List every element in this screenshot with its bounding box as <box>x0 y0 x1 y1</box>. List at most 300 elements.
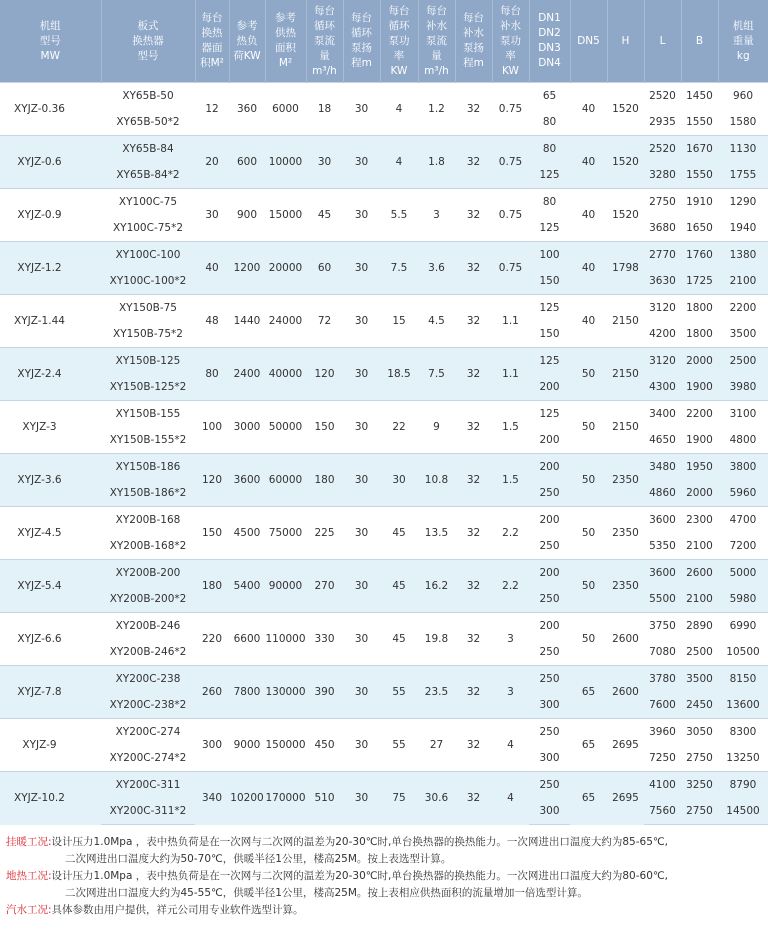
supply-pump-flow: 4.5 <box>418 295 455 348</box>
circulation-pump-flow: 270 <box>306 560 343 613</box>
width-value: 2750 <box>681 745 718 772</box>
dn1-4-value: 65 <box>529 83 570 110</box>
dn1-4-value: 125 <box>529 401 570 428</box>
circulation-pump-flow: 30 <box>306 136 343 189</box>
supply-pump-flow: 3.6 <box>418 242 455 295</box>
dn1-4-value: 250 <box>529 639 570 666</box>
length-value: 2770 <box>644 242 681 269</box>
table-row <box>0 83 768 110</box>
circulation-pump-head: 30 <box>343 719 380 772</box>
dn5-value: 40 <box>570 136 607 189</box>
dn1-4-value: 250 <box>529 480 570 507</box>
exchanger-model: XY150B-75*2 <box>101 321 195 348</box>
header-exchanger: 板式 换热器 型号 <box>101 0 195 83</box>
circulation-pump-power: 45 <box>380 560 418 613</box>
exchanger-area: 48 <box>195 295 229 348</box>
weight-value: 1580 <box>718 109 768 136</box>
weight-value: 13600 <box>718 692 768 719</box>
exchanger-model: XY200B-168*2 <box>101 533 195 560</box>
floor-note-label: 地热工况: <box>6 870 52 882</box>
dn1-4-value: 150 <box>529 321 570 348</box>
heating-note-label: 挂暖工况: <box>6 836 52 848</box>
height-value: 1798 <box>607 242 644 295</box>
exchanger-model: XY100C-75*2 <box>101 215 195 242</box>
dn5-value: 50 <box>570 401 607 454</box>
weight-value: 1755 <box>718 162 768 189</box>
unit-model: XYJZ-5.4 <box>0 560 101 613</box>
supply-pump-flow: 7.5 <box>418 348 455 401</box>
supply-pump-flow: 1.2 <box>418 83 455 136</box>
circulation-pump-flow: 45 <box>306 189 343 242</box>
exchanger-model: XY200B-246 <box>101 613 195 640</box>
header-circ-flow: 每台 循环 泵流 量 m³/h <box>306 0 343 83</box>
length-value: 3400 <box>644 401 681 428</box>
steam-note-line1: 具体参数由用户提供，祥元公司用专业软件选型计算。 <box>51 904 304 916</box>
reference-load: 9000 <box>229 719 265 772</box>
weight-value: 1290 <box>718 189 768 216</box>
dn5-value: 40 <box>570 83 607 136</box>
weight-value: 2100 <box>718 268 768 295</box>
supply-pump-power: 2.2 <box>492 560 529 613</box>
reference-heating-area: 10000 <box>265 136 306 189</box>
weight-value: 3500 <box>718 321 768 348</box>
reference-heating-area: 130000 <box>265 666 306 719</box>
circulation-pump-power: 4 <box>380 136 418 189</box>
reference-load: 600 <box>229 136 265 189</box>
exchanger-model: XY150B-125*2 <box>101 374 195 401</box>
length-value: 4200 <box>644 321 681 348</box>
supply-pump-power: 0.75 <box>492 189 529 242</box>
reference-load: 7800 <box>229 666 265 719</box>
supply-pump-power: 1.1 <box>492 295 529 348</box>
circulation-pump-flow: 60 <box>306 242 343 295</box>
height-value: 2350 <box>607 507 644 560</box>
circulation-pump-power: 7.5 <box>380 242 418 295</box>
weight-value: 2200 <box>718 295 768 322</box>
length-value: 3680 <box>644 215 681 242</box>
length-value: 3630 <box>644 268 681 295</box>
dn1-4-value: 300 <box>529 745 570 772</box>
dn1-4-value: 250 <box>529 719 570 746</box>
reference-heating-area: 50000 <box>265 401 306 454</box>
reference-heating-area: 40000 <box>265 348 306 401</box>
width-value: 2100 <box>681 586 718 613</box>
height-value: 2150 <box>607 401 644 454</box>
supply-pump-head: 32 <box>455 295 492 348</box>
exchanger-model: XY200B-200 <box>101 560 195 587</box>
dn1-4-value: 80 <box>529 136 570 163</box>
supply-pump-flow: 13.5 <box>418 507 455 560</box>
supply-pump-head: 32 <box>455 136 492 189</box>
width-value: 2500 <box>681 639 718 666</box>
weight-value: 14500 <box>718 798 768 825</box>
exchanger-model: XY150B-155*2 <box>101 427 195 454</box>
table-row <box>0 666 768 693</box>
exchanger-area: 100 <box>195 401 229 454</box>
height-value: 1520 <box>607 189 644 242</box>
exchanger-area: 40 <box>195 242 229 295</box>
header-load: 参考 热负 荷KW <box>229 0 265 83</box>
unit-model: XYJZ-7.8 <box>0 666 101 719</box>
dn1-4-value: 200 <box>529 560 570 587</box>
length-value: 4300 <box>644 374 681 401</box>
exchanger-area: 12 <box>195 83 229 136</box>
circulation-pump-power: 55 <box>380 666 418 719</box>
width-value: 1900 <box>681 427 718 454</box>
reference-load: 6600 <box>229 613 265 666</box>
circulation-pump-power: 30 <box>380 454 418 507</box>
notes-section <box>6 834 766 919</box>
length-value: 3750 <box>644 613 681 640</box>
unit-model: XYJZ-3 <box>0 401 101 454</box>
length-value: 7250 <box>644 745 681 772</box>
length-value: 7600 <box>644 692 681 719</box>
reference-load: 3600 <box>229 454 265 507</box>
supply-pump-flow: 19.8 <box>418 613 455 666</box>
dn1-4-value: 200 <box>529 454 570 481</box>
unit-model: XYJZ-2.4 <box>0 348 101 401</box>
supply-pump-flow: 3 <box>418 189 455 242</box>
supply-pump-power: 2.2 <box>492 507 529 560</box>
circulation-pump-head: 30 <box>343 189 380 242</box>
width-value: 1800 <box>681 321 718 348</box>
circulation-pump-flow: 180 <box>306 454 343 507</box>
reference-heating-area: 150000 <box>265 719 306 772</box>
weight-value: 1380 <box>718 242 768 269</box>
exchanger-model: XY65B-84*2 <box>101 162 195 189</box>
dn1-4-value: 125 <box>529 295 570 322</box>
weight-value: 4700 <box>718 507 768 534</box>
exchanger-model: XY100C-100 <box>101 242 195 269</box>
dn1-4-value: 80 <box>529 109 570 136</box>
exchanger-model: XY200C-238*2 <box>101 692 195 719</box>
height-value: 1520 <box>607 136 644 189</box>
length-value: 3480 <box>644 454 681 481</box>
circulation-pump-head: 30 <box>343 83 380 136</box>
dn1-4-value: 250 <box>529 533 570 560</box>
table-row <box>0 295 768 322</box>
reference-load: 5400 <box>229 560 265 613</box>
exchanger-model: XY150B-125 <box>101 348 195 375</box>
dn5-value: 40 <box>570 295 607 348</box>
supply-pump-flow: 1.8 <box>418 136 455 189</box>
exchanger-model: XY100C-100*2 <box>101 268 195 295</box>
height-value: 2150 <box>607 295 644 348</box>
width-value: 2000 <box>681 480 718 507</box>
supply-pump-power: 4 <box>492 719 529 772</box>
supply-pump-head: 32 <box>455 772 492 825</box>
weight-value: 8790 <box>718 772 768 799</box>
width-value: 2750 <box>681 798 718 825</box>
width-value: 2000 <box>681 348 718 375</box>
height-value: 2600 <box>607 666 644 719</box>
table-row <box>0 507 768 534</box>
reference-heating-area: 20000 <box>265 242 306 295</box>
exchanger-model: XY150B-75 <box>101 295 195 322</box>
floor-note-line2: 二次网进出口温度大约为45-55℃，供暖半径1公里，楼高25M。按上表相应供热面积的流量增加一倍选型计算。 <box>65 887 588 899</box>
width-value: 2300 <box>681 507 718 534</box>
header-supply-power: 每台 补水 泵功 率 KW <box>492 0 529 83</box>
dn1-4-value: 200 <box>529 427 570 454</box>
circulation-pump-head: 30 <box>343 242 380 295</box>
dn1-4-value: 300 <box>529 692 570 719</box>
reference-load: 1440 <box>229 295 265 348</box>
circulation-pump-power: 18.5 <box>380 348 418 401</box>
circulation-pump-power: 5.5 <box>380 189 418 242</box>
header-row <box>0 0 768 83</box>
reference-load: 900 <box>229 189 265 242</box>
supply-pump-head: 32 <box>455 560 492 613</box>
dn1-4-value: 125 <box>529 348 570 375</box>
dn1-4-value: 300 <box>529 798 570 825</box>
circulation-pump-head: 30 <box>343 295 380 348</box>
supply-pump-head: 32 <box>455 719 492 772</box>
weight-value: 5960 <box>718 480 768 507</box>
heating-note-line2: 二次网进出口温度大约为50-70℃，供暖半径1公里，楼高25M。按上表选型计算。 <box>65 853 452 865</box>
supply-pump-power: 3 <box>492 613 529 666</box>
header-supply-head: 每台 补水 泵扬 程m <box>455 0 492 83</box>
supply-pump-head: 32 <box>455 242 492 295</box>
weight-value: 10500 <box>718 639 768 666</box>
supply-pump-power: 3 <box>492 666 529 719</box>
reference-load: 360 <box>229 83 265 136</box>
heating-note <box>6 834 766 851</box>
exchanger-model: XY200B-246*2 <box>101 639 195 666</box>
unit-model: XYJZ-1.44 <box>0 295 101 348</box>
table-row <box>0 401 768 428</box>
width-value: 1550 <box>681 162 718 189</box>
length-value: 2520 <box>644 83 681 110</box>
dn1-4-value: 250 <box>529 772 570 799</box>
circulation-pump-flow: 120 <box>306 348 343 401</box>
weight-value: 13250 <box>718 745 768 772</box>
height-value: 2350 <box>607 560 644 613</box>
weight-value: 3100 <box>718 401 768 428</box>
unit-model: XYJZ-3.6 <box>0 454 101 507</box>
width-value: 1450 <box>681 83 718 110</box>
exchanger-area: 80 <box>195 348 229 401</box>
circulation-pump-flow: 390 <box>306 666 343 719</box>
circulation-pump-flow: 18 <box>306 83 343 136</box>
width-value: 1910 <box>681 189 718 216</box>
heating-note-line1: 设计压力1.0Mpa ，表中热负荷是在一次网与二次网的温差为20-30℃时,单台换热器的换热能力。一次网进出口温度大约为85-65℃, <box>51 836 669 848</box>
length-value: 4650 <box>644 427 681 454</box>
circulation-pump-head: 30 <box>343 454 380 507</box>
supply-pump-head: 32 <box>455 507 492 560</box>
supply-pump-flow: 30.6 <box>418 772 455 825</box>
supply-pump-head: 32 <box>455 454 492 507</box>
circulation-pump-power: 22 <box>380 401 418 454</box>
circulation-pump-power: 45 <box>380 613 418 666</box>
exchanger-model: XY200B-168 <box>101 507 195 534</box>
reference-heating-area: 75000 <box>265 507 306 560</box>
header-circ-power: 每台 循环 泵功 率 KW <box>380 0 418 83</box>
length-value: 3280 <box>644 162 681 189</box>
header-dn1-4: DN1 DN2 DN3 DN4 <box>529 0 570 83</box>
width-value: 2200 <box>681 401 718 428</box>
circulation-pump-flow: 150 <box>306 401 343 454</box>
exchanger-model: XY200C-274 <box>101 719 195 746</box>
exchanger-model: XY100C-75 <box>101 189 195 216</box>
supply-pump-power: 4 <box>492 772 529 825</box>
reference-heating-area: 60000 <box>265 454 306 507</box>
circulation-pump-head: 30 <box>343 348 380 401</box>
exchanger-model: XY65B-50*2 <box>101 109 195 136</box>
unit-model: XYJZ-4.5 <box>0 507 101 560</box>
table-row <box>0 772 768 799</box>
exchanger-area: 220 <box>195 613 229 666</box>
width-value: 1550 <box>681 109 718 136</box>
circulation-pump-power: 15 <box>380 295 418 348</box>
length-value: 3780 <box>644 666 681 693</box>
length-value: 3120 <box>644 348 681 375</box>
weight-value: 5000 <box>718 560 768 587</box>
unit-model: XYJZ-0.6 <box>0 136 101 189</box>
unit-model: XYJZ-9 <box>0 719 101 772</box>
weight-value: 1940 <box>718 215 768 242</box>
width-value: 1900 <box>681 374 718 401</box>
weight-value: 6990 <box>718 613 768 640</box>
exchanger-model: XY150B-186 <box>101 454 195 481</box>
exchanger-area: 120 <box>195 454 229 507</box>
dn1-4-value: 150 <box>529 268 570 295</box>
exchanger-area: 180 <box>195 560 229 613</box>
weight-value: 1130 <box>718 136 768 163</box>
unit-model: XYJZ-1.2 <box>0 242 101 295</box>
circulation-pump-head: 30 <box>343 136 380 189</box>
width-value: 3500 <box>681 666 718 693</box>
exchanger-area: 30 <box>195 189 229 242</box>
exchanger-area: 300 <box>195 719 229 772</box>
steam-note-label: 汽水工况: <box>6 904 52 916</box>
width-value: 1950 <box>681 454 718 481</box>
floor-note-line1: 设计压力1.0Mpa ，表中热负荷是在一次网与二次网的温差为20-30℃时,单台换热器的换热能力。一次网进出口温度大约为80-60℃, <box>51 870 669 882</box>
supply-pump-head: 32 <box>455 83 492 136</box>
length-value: 3600 <box>644 560 681 587</box>
circulation-pump-head: 30 <box>343 666 380 719</box>
length-value: 5500 <box>644 586 681 613</box>
height-value: 2350 <box>607 454 644 507</box>
length-value: 5350 <box>644 533 681 560</box>
height-value: 1520 <box>607 83 644 136</box>
reference-load: 2400 <box>229 348 265 401</box>
unit-model: XYJZ-6.6 <box>0 613 101 666</box>
width-value: 3250 <box>681 772 718 799</box>
supply-pump-power: 0.75 <box>492 83 529 136</box>
reference-heating-area: 170000 <box>265 772 306 825</box>
header-b: B <box>681 0 718 83</box>
length-value: 4100 <box>644 772 681 799</box>
exchanger-model: XY150B-155 <box>101 401 195 428</box>
width-value: 2890 <box>681 613 718 640</box>
length-value: 3960 <box>644 719 681 746</box>
circulation-pump-power: 75 <box>380 772 418 825</box>
weight-value: 960 <box>718 83 768 110</box>
width-value: 1760 <box>681 242 718 269</box>
exchanger-model: XY200C-311*2 <box>101 798 195 825</box>
weight-value: 7200 <box>718 533 768 560</box>
circulation-pump-flow: 72 <box>306 295 343 348</box>
exchanger-model: XY200B-200*2 <box>101 586 195 613</box>
dn5-value: 50 <box>570 560 607 613</box>
header-area: 每台 换热 器面 积M² <box>195 0 229 83</box>
dn1-4-value: 200 <box>529 507 570 534</box>
reference-heating-area: 15000 <box>265 189 306 242</box>
dn5-value: 40 <box>570 242 607 295</box>
reference-heating-area: 90000 <box>265 560 306 613</box>
width-value: 2100 <box>681 533 718 560</box>
width-value: 1650 <box>681 215 718 242</box>
dn5-value: 50 <box>570 454 607 507</box>
width-value: 2450 <box>681 692 718 719</box>
reference-heating-area: 24000 <box>265 295 306 348</box>
exchanger-area: 20 <box>195 136 229 189</box>
reference-load: 3000 <box>229 401 265 454</box>
steam-note <box>6 902 766 919</box>
unit-model: XYJZ-0.36 <box>0 83 101 136</box>
exchanger-model: XY65B-50 <box>101 83 195 110</box>
width-value: 1800 <box>681 295 718 322</box>
floor-note <box>6 868 766 885</box>
exchanger-model: XY150B-186*2 <box>101 480 195 507</box>
reference-load: 4500 <box>229 507 265 560</box>
dn1-4-value: 125 <box>529 162 570 189</box>
table-row <box>0 454 768 481</box>
header-supply-flow: 每台 补水 泵流 量 m³/h <box>418 0 455 83</box>
supply-pump-power: 1.5 <box>492 401 529 454</box>
circulation-pump-head: 30 <box>343 507 380 560</box>
circulation-pump-head: 30 <box>343 560 380 613</box>
length-value: 3600 <box>644 507 681 534</box>
supply-pump-head: 32 <box>455 666 492 719</box>
supply-pump-flow: 10.8 <box>418 454 455 507</box>
circulation-pump-power: 55 <box>380 719 418 772</box>
circulation-pump-head: 30 <box>343 401 380 454</box>
supply-pump-head: 32 <box>455 613 492 666</box>
reference-load: 10200 <box>229 772 265 825</box>
circulation-pump-flow: 510 <box>306 772 343 825</box>
dn5-value: 65 <box>570 666 607 719</box>
header-h: H <box>607 0 644 83</box>
supply-pump-flow: 9 <box>418 401 455 454</box>
dn5-value: 65 <box>570 772 607 825</box>
dn5-value: 50 <box>570 348 607 401</box>
dn1-4-value: 250 <box>529 666 570 693</box>
exchanger-area: 260 <box>195 666 229 719</box>
dn1-4-value: 200 <box>529 374 570 401</box>
header-model: 机组 型号 MW <box>0 0 101 83</box>
weight-value: 8300 <box>718 719 768 746</box>
circulation-pump-head: 30 <box>343 772 380 825</box>
dn5-value: 50 <box>570 507 607 560</box>
supply-pump-head: 32 <box>455 401 492 454</box>
width-value: 2600 <box>681 560 718 587</box>
table-body <box>0 83 768 825</box>
weight-value: 3980 <box>718 374 768 401</box>
length-value: 4860 <box>644 480 681 507</box>
supply-pump-power: 0.75 <box>492 242 529 295</box>
dn1-4-value: 125 <box>529 215 570 242</box>
dn5-value: 40 <box>570 189 607 242</box>
header-circ-head: 每台 循环 泵扬 程m <box>343 0 380 83</box>
length-value: 7080 <box>644 639 681 666</box>
supply-pump-head: 32 <box>455 348 492 401</box>
height-value: 2695 <box>607 772 644 825</box>
exchanger-area: 340 <box>195 772 229 825</box>
supply-pump-power: 0.75 <box>492 136 529 189</box>
table-row <box>0 560 768 587</box>
table-row <box>0 348 768 375</box>
